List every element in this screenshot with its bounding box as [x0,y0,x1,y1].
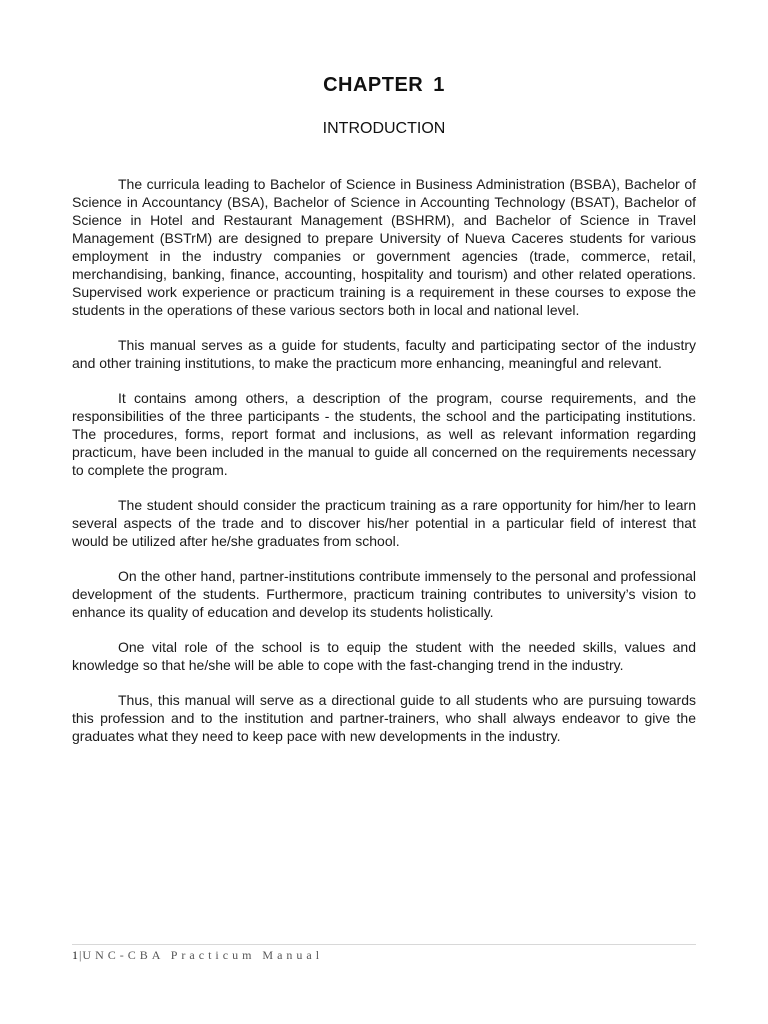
paragraph-school-role: One vital role of the school is to equip the student with the needed skills, values and knowledge so that he/she will be able to cope with the fast-changing trend in the industry. [72,639,696,673]
section-title: INTRODUCTION [322,120,446,137]
paragraph-manual-purpose: This manual serves as a guide for students, faculty and participating sector of the industry and other training institutions, to make the practicum more enhancing, meaningful and relevant. [72,337,696,371]
paragraph-curricula: The curricula leading to Bachelor of Science in Business Administration (BSBA), Bachelor of Science in Accountancy (BSA), Bachelor of Science in Accounting Technology (BSAT), Bachelor of Science in Hotel and Restaurant Management (BSHRM), and Bachelor of Science in Travel Management (BSTrM) are designed to prepare University of Nueva Caceres students for various employment in the industry companies or government agencies (trade, commerce, retail, merchandising, banking, finance, accounting, hospitality and tourism) and other related operations. Supervised work experience or practicum training is a requirement in these courses to expose the students in the operations of these various sectors both in local and national level. [72,176,696,318]
page-footer [72,947,696,963]
document-body [72,175,696,762]
paragraph-contents: It contains among others, a description of the program, course requirements, and the responsibilities of the three participants - the students, the school and the participating institutions. The procedures, forms, report format and inclusions, as well as relevant information regarding practicum, have been included in the manual to guide all concerned on the requirements necessary to complete the program. [72,390,696,478]
footer-separator: | [79,948,82,962]
paragraph-conclusion: Thus, this manual will serve as a directional guide to all students who are pursuing towards this profession and to the institution and partner-trainers, who shall always endeavor to give the graduates what they need to keep pace with new developments in the industry. [72,692,696,744]
paragraph-student-opportunity: The student should consider the practicum training as a rare opportunity for him/her to learn several aspects of the trade and to discover his/her potential in a particular field of interest that would be utilized after he/she graduates from school. [72,497,696,549]
paragraph-partner-institutions: On the other hand, partner-institutions contribute immensely to the personal and professional development of the students. Furthermore, practicum training contributes to university’s vision to enhance its quality of education and develop its students holistically. [72,568,696,620]
chapter-title: CHAPTER 1 [323,74,445,96]
footer-page-number: 1 [72,948,78,962]
footer-divider [72,944,696,945]
footer-manual-title: UNC-CBA Practicum Manual [82,948,324,962]
